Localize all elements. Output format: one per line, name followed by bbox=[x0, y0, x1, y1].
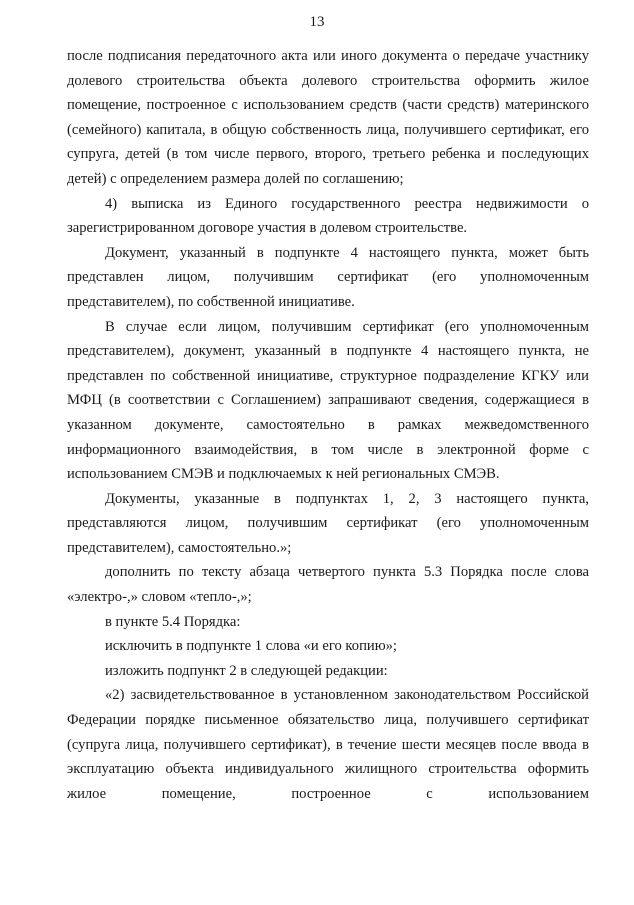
paragraph: изложить подпункт 2 в следующей редакции: bbox=[105, 662, 388, 679]
page-number: 13 bbox=[309, 14, 325, 30]
paragraph: в пункте 5.4 Порядка: bbox=[105, 613, 241, 630]
paragraph: после подписания передаточного акта или иного документа о передаче участнику долевого строительства объекта долевого строительства оформить жилое помещение, построенное с использованием средств (части средств) материнского (семейного) капитала, в общую собственность лица, получившего сертификат, его супруга, детей (в том числе первого, второго, третьего ребенка и последующих детей) с определением размера долей по соглашению; bbox=[67, 48, 589, 187]
paragraph: дополнить по тексту абзаца четвертого пункта 5.3 Порядка после слова «электро-,» словом «тепло-,»; bbox=[67, 564, 589, 606]
paragraph: В случае если лицом, получившим сертификат (его уполномоченным представителем), документ, указанный в подпункте 4 настоящего пункта, не представлен по собственной инициативе, структурное подразделение КГКУ или МФЦ (в соответствии с Соглашением) запрашивают сведения, содержащиеся в указанном документе, самостоятельно в рамках межведомственного информационного взаимодействия, в том числе в электронной форме с использованием СМЭВ и подключаемых к ней региональных СМЭВ. bbox=[67, 318, 589, 483]
paragraph: Документы, указанные в подпунктах 1, 2, 3 настоящего пункта, представляются лицом, получившим сертификат (его уполномоченным представителем), самостоятельно.»; bbox=[67, 490, 589, 556]
document-body bbox=[67, 44, 589, 806]
paragraph: Документ, указанный в подпункте 4 настоящего пункта, может быть представлен лицом, получившим сертификат (его уполномоченным представителем), по собственной инициативе. bbox=[67, 244, 589, 310]
paragraph: 4) выписка из Единого государственного реестра недвижимости о зарегистрированном договоре участия в долевом строительстве. bbox=[67, 195, 589, 237]
paragraph: исключить в подпункте 1 слова «и его копию»; bbox=[105, 638, 397, 655]
paragraph: «2) засвидетельствованное в установленном законодательством Российской Федерации порядке письменное обязательство лица, получившего сертификат (супруга лица, получившего сертификат), в течение шести месяцев после ввода в эксплуатацию объекта индивидуального жилищного строительства оформить жилое помещение, построенное с использованием bbox=[67, 687, 589, 802]
